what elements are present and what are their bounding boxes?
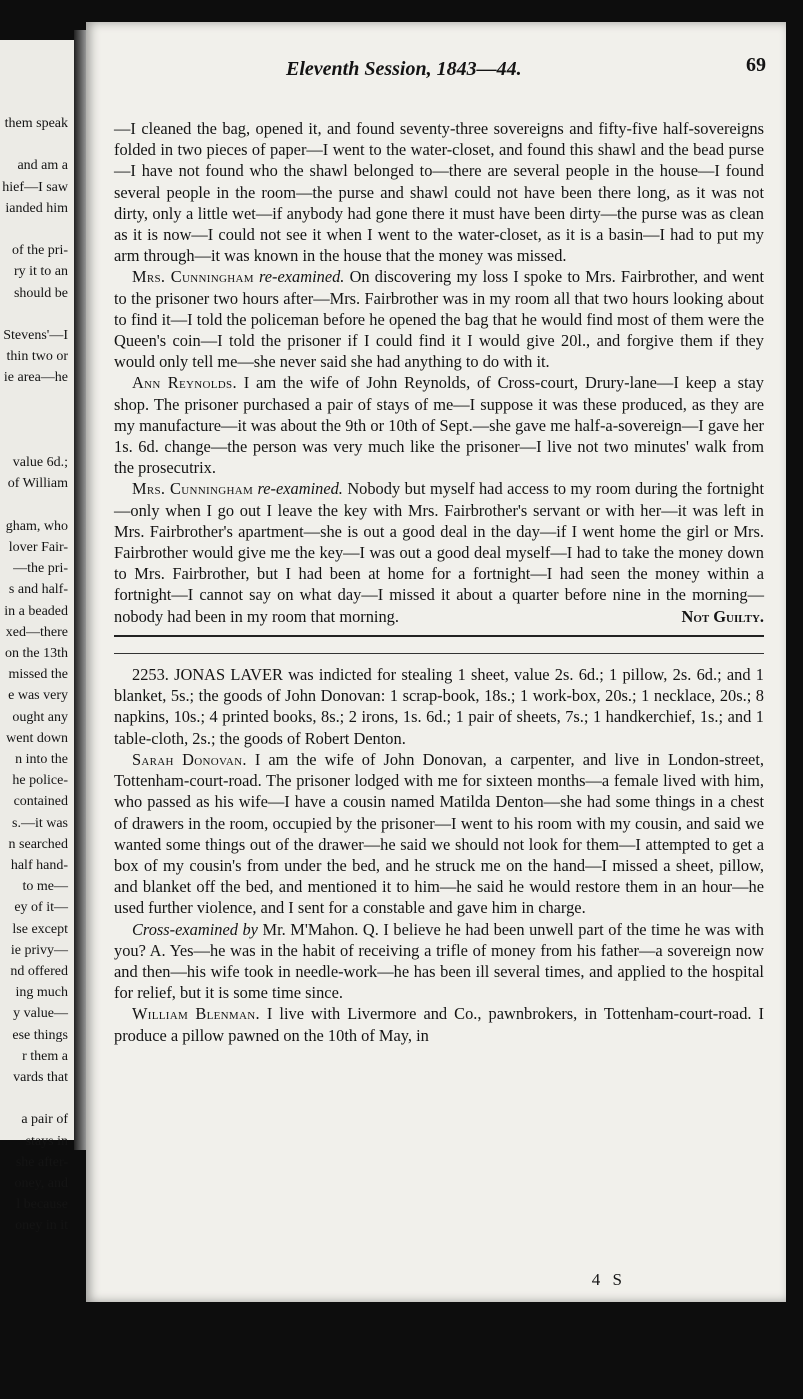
left-page-line: a pair of — [21, 1112, 68, 1128]
case-2-indictment: 2253. JONAS LAVER was indicted for stealing 1 sheet, value 2s. 6d.; 1 pillow, 2s. 6d.; and 1 blanket, 5s.; the goods of John Donovan: 1 scrap-book, 18s.; 1 work-box, 20s.; 1 necklace, 20s.; 8 napkins, 10s.; 4 printed books, 8s.; 2 irons, 1s. 6d.; 1 pair of sheets, 7s.; 1 handkerchief, 1s.; and 1 table-cloth, 2s.; the goods of Robert Denton. — [114, 665, 764, 748]
left-page-line: ought any — [12, 709, 68, 725]
examination-tag: re-examined. — [253, 479, 343, 499]
left-page-line: value 6d.; — [12, 455, 68, 471]
left-page-line: of William — [7, 476, 68, 492]
witness-name: Mrs. Cunningham — [132, 267, 254, 287]
left-page-line: contained — [13, 794, 68, 810]
left-page-line: hief—I saw — [2, 179, 68, 195]
paragraph-text: I am the wife of John Reynolds, of Cross-court, Drury-lane—I keep a stay shop. The prisoner purchased a pair of stays of me—I suppose it was these produced, as they are my manufacture—it was about the 9th or 10th of Sept.—she gave me half-a-sovereign—I gave her 1s. 6d. change—the person was very much like the prisoner—I live not two minutes' walk from the prosecutrix. — [114, 373, 764, 478]
testimony-paragraph — [114, 919, 764, 1004]
left-page-line: r them a — [22, 1048, 68, 1064]
left-page-line: them speak — [4, 116, 68, 131]
paragraph-text: Nobody but myself had access to my room during the fortnight—only when I go out I leave the key with Mrs. Fairbrother's servant or with her—it was left in Mrs. Fairbrother's apartment—she is out a good deal in the day—if I went home the girl or Mrs. Fairbrother would give me the key—I was out a good deal myself—I had to take the money down to Mrs. Fairbrother, but I had been at home for a fortnight—I had seen the money within a fortnight—I cannot say on what day—I missed it about a quarter before nine in the morning—nobody had been in my room that morning. — [114, 479, 764, 626]
paragraph-text: I live with Livermore and Co., pawnbrokers, in Tottenham-court-road. I produce a pillow pawned on the 10th of May, in — [114, 1004, 764, 1045]
case-2-testimony — [114, 749, 764, 1046]
testimony-paragraph — [114, 749, 764, 919]
examination-tag: Cross-examined by — [132, 919, 258, 939]
left-page-line: oney, and — [14, 1176, 68, 1191]
left-page-line: stays in — [25, 1133, 68, 1149]
left-page-line: s and half- — [8, 582, 68, 598]
left-page-line: n into the — [15, 752, 68, 767]
case-separator-rule — [114, 635, 764, 637]
left-page-fragment — [0, 40, 74, 1234]
left-page-line: gham, who — [5, 518, 68, 534]
left-page-line: ie area—he — [3, 370, 68, 386]
paragraph-text: On discovering my loss I spoke to Mrs. Fairbrother, and went to the prisoner two hours after—Mrs. Fairbrother was in my room all that two hours looking about to find it—I told the policeman before he opened the bag that he would find most of them were the Queen's coin—I told the prisoner if I could find it I would give 20l., and forgive them if they would only tell me—she never said she had anything to do with it. — [114, 267, 765, 372]
left-page-line: xed—there — [5, 624, 68, 640]
right-page — [86, 22, 786, 1302]
testimony-paragraph — [114, 372, 764, 478]
examination-tag: re-examined. — [253, 267, 345, 287]
left-page-line: ie privy— — [10, 942, 68, 958]
paragraph-text: Mr. M'Mahon. Q. I believe he had been unwell part of the time he was with you? A. Yes—he was in the habit of receiving a trifle of money from his father—a sovereign now and then—his wife took in needle-work—he has been ill several times, and applied to the hospital for relief, but it is some time since. — [114, 919, 764, 1003]
testimony-paragraph — [114, 266, 764, 372]
left-page-line: vards that — [13, 1070, 68, 1085]
signature-mark: 4 S — [591, 1270, 626, 1289]
page-header — [286, 54, 766, 88]
left-page-line: half hand- — [10, 858, 68, 873]
testimony-paragraph — [114, 478, 764, 626]
left-page-line: oney in it — [15, 1218, 68, 1234]
left-page-line: in a beaded — [4, 603, 68, 619]
testimony-paragraph — [114, 118, 764, 266]
verdict: Not Guilty. — [681, 606, 764, 626]
left-page-line: n searched — [8, 836, 68, 852]
left-page-line: nd offered — [10, 964, 68, 979]
left-page-line: y value— — [13, 1006, 68, 1022]
left-page-line: she after- — [15, 1154, 68, 1170]
witness-name: Ann Reynolds. — [132, 373, 237, 393]
witness-name: William Blenman. — [132, 1004, 260, 1024]
left-page-line: Stevens'—I — [3, 328, 68, 343]
left-page-line: should be — [13, 285, 68, 301]
left-page-line: to me— — [22, 879, 68, 895]
left-page-line: e was very — [8, 688, 68, 704]
left-page-line: ey of it— — [14, 900, 68, 916]
left-page-line: ing much — [15, 985, 68, 1001]
witness-name: Mrs. Cunningham — [132, 479, 254, 499]
left-page-line: l because — [16, 1197, 68, 1213]
case-1-testimony — [114, 118, 764, 627]
left-page-line: on the 13th — [5, 646, 68, 661]
testimony-paragraph — [114, 1003, 764, 1045]
paragraph-text: I am the wife of John Donovan, a carpenter, and live in London-street, Tottenham-court-road. The prisoner lodged with me for sixteen months—a female lived with him, who passed as his wife—I have a cousin named Matilda Denton—she had some things in a chest of drawers in the room, occupied by the prisoner—I went to his room with my cousin, and said we wanted some things out of the drawer—he said we should not look for them—I attempted to get a box of my cousin's from under the bed, and he struck me on the hand—I missed a sheet, pillow, and blanket off the bed, and mentioned it to him—he said he would restore them in an hour—he used further violence, and I sent for a constable and gave him in charge. — [114, 749, 764, 918]
left-page-line: went down — [6, 730, 68, 746]
left-page-line: ese things — [12, 1027, 68, 1043]
left-page-line: ry it to an — [13, 264, 68, 280]
left-page-line: lover Fair- — [8, 540, 68, 555]
page-number: 69 — [746, 54, 766, 76]
left-page-line: he police- — [12, 773, 68, 789]
witness-name: Sarah Donovan. — [132, 749, 247, 769]
left-page-line: of the pri- — [12, 243, 68, 259]
left-page-line: thin two or — [6, 349, 68, 365]
paragraph-text: —I cleaned the bag, opened it, and found seventy-three sovereigns and fifty-five half-sovereigns folded in two pieces of paper—I went to the water-closet, and found this shawl and the bead purse—I have not found who the shawl belonged to—there are several people in the house—I found several people in the room—the purse and shawl could not have been there long, as it was not dirty, only a little wet—if anybody had gone there it must have been dirty—the purse was as clean as it is now—I could not see it when I went to the water-closet, as it is a basin—I had to put my arm through—it was known in the house that the money was missed. — [114, 119, 764, 266]
left-page-line: and am a — [17, 158, 68, 174]
case-separator-rule-2 — [114, 653, 764, 654]
left-page-line: s.—it was — [12, 815, 68, 831]
left-page-line: missed the — [8, 667, 68, 683]
left-page-line: ianded him — [5, 200, 68, 216]
left-page-line: —the pri- — [13, 561, 68, 577]
running-title: Eleventh Session, 1843—44. — [286, 58, 522, 80]
left-page-line: lse except — [12, 921, 68, 937]
body-text — [114, 118, 764, 1046]
